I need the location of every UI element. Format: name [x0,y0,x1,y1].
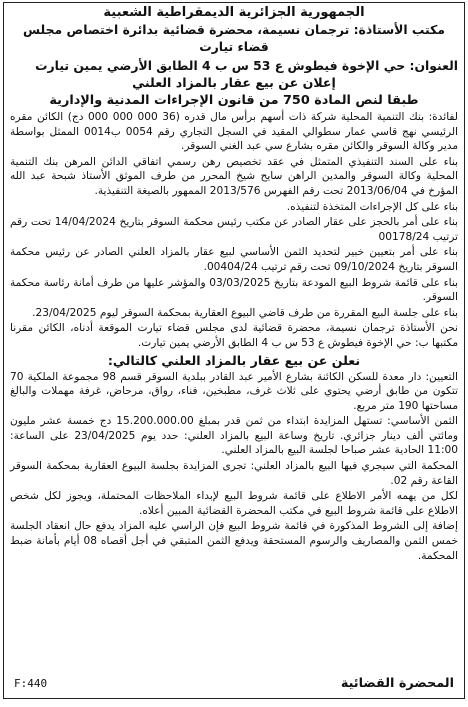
address-line: العنوان: حي الإخوة فيطوش ع 53 س ب 4 الطابق الأرضي يمين تيارت [35,58,458,73]
footer [14,674,454,692]
sale-subtitle: نعلن عن بيع عقار بالمزاد العلني كالتالي: [107,352,361,368]
republic-title: الجمهورية الجزائرية الديمقراطية الشعبية [103,5,365,20]
detail-base-price: الثمن الأساسي: تستهل المزايدة ابتداء من ثمن قدر بمبلغ 15.200.000.00 دج خمسة عشر مليون ومائتي ألف دينار جزائري. تاريخ وساعة البيع بالمزاد العلني: حدد يوم 23/04/2025 على الساعة: 11:00 الحادية عشر صباحا لجلسة البيع بالمزاد العلني. [10,415,459,457]
notice-title: إعلان عن بيع عقار بالمزاد العلني [132,75,336,90]
paragraph-bailiff: نحن الأستاذة ترجمان نسيمة، محضرة قضائية لدى مجلس قضاء تيارت الموقعة أدناه، الكائن مقرنا مكتبها ب: حي الإخوة فيطوش ع 53 س ب 4 الطابق الأرضي يمين تيارت. [10,322,458,349]
paragraph-seizure-order: بناء على أمر بالحجز على عقار الصادر عن مكتب رئيس محكمة السوقر بتاريخ 14/04/2024 تحت رقم ترتيب 00178/24 [10,216,458,243]
law-reference: طبقا لنص المادة 750 من قانون الإجراءات المدنية والإدارية [49,93,419,108]
paragraph-title-deed: بناء على السند التنفيذي المتمثل في عقد تخصيص رهن رسمي اتفاقي الدائن المرهن بنك التنمية المحلية وكالة السوقر والمدين الراهن سايح شيخ المحرر من طرف الموثق الأستاذ شبحة عبد الله المؤرخ في 2013/06/04 تحت رقم الفهرس 2013/576 الممهور بالصيغة التنفيذية. [10,155,458,197]
page-border [3,2,465,699]
office-line: مكتب الأستاذة: ترجمان نسيمة، محضرة قضائية بدائرة اختصاص مجلس [23,22,445,37]
detail-designation: التعيين: دار معدة للسكن الكائنة بشارع الأمير عبد القادر ببلدية السوقر قسم 98 مجموعة الملكية 70 تتكون من طابق أرضي يحتوي على ثلاث غرف، مطبخين، فناء، رواق، مرحاض، غرفة مهملات والبالغ مساحتها 190 متر مربع. [10,370,458,412]
paragraph-conditions: بناء على قائمة شروط البيع المودعة بتاريخ 03/03/2025 والمؤشر عليها من طرف أمانة رئاسة محكمة السوقر. [10,276,458,304]
court-line: قضاء تيارت [199,39,269,54]
reference-code: F:440 [14,676,48,690]
paragraph-expert-order: بناء على أمر بتعيين خبير لتحديد الثمن الأساسي لبيع عقار بالمزاد العلني الصادر عن رئيس محكمة السوقر بتاريخ 09/10/2024 تحت رقم ترتيب 00404/24. [10,246,458,273]
detail-payment: إضافة إلى الشروط المذكورة في قائمة شروط البيع فإن الراسي عليه المزاد يدفع حال انعقاد الجلسة خمس الثمن والمصاريف والرسوم المستحقة ويدفع الثمن المتبقي في أجل أقصاه 08 أيام بأمانة ضبط المحكمة. [10,520,458,562]
paragraph-beneficiary: لفائدة: بنك التنمية المحلية شركة ذات أسهم برأس مال قدره (36 000 000 000 دج) الكائن مقره الرئيسي نهج قاسي عمار سطوالي المقيد في السجل التجاري رقم 0054 ب0014 الممثل بواسطة مدير وكالة السوقر والكائن مقره بشارع سي عبد الغني السوقر. [10,111,459,153]
detail-inspection: لكل من يهمه الأمر الاطلاع على قائمة شروط البيع لإبداء الملاحظات المحتملة، ويجوز لكل شخص الاطلاع على قائمة شروط البيع في مكتب المحضرة القضائية المبين أعلاه. [10,490,458,517]
detail-court: المحكمة التي سيجري فيها البيع بالمزاد العلني: تجرى المزايدة بجلسة البيوع العقارية بمحكمة السوقر القاعة رقم 02. [10,460,458,487]
paragraph-procedures: بناء على كل الإجراءات المتخذة لتنفيذه. [286,200,458,213]
paragraph-session: بناء على جلسة البيع المقررة من طرف قاضي البيوع العقارية بمحكمة السوقر ليوم 23/04/2025. [32,306,458,319]
signature-label: المحضرة القضائية [340,675,454,691]
